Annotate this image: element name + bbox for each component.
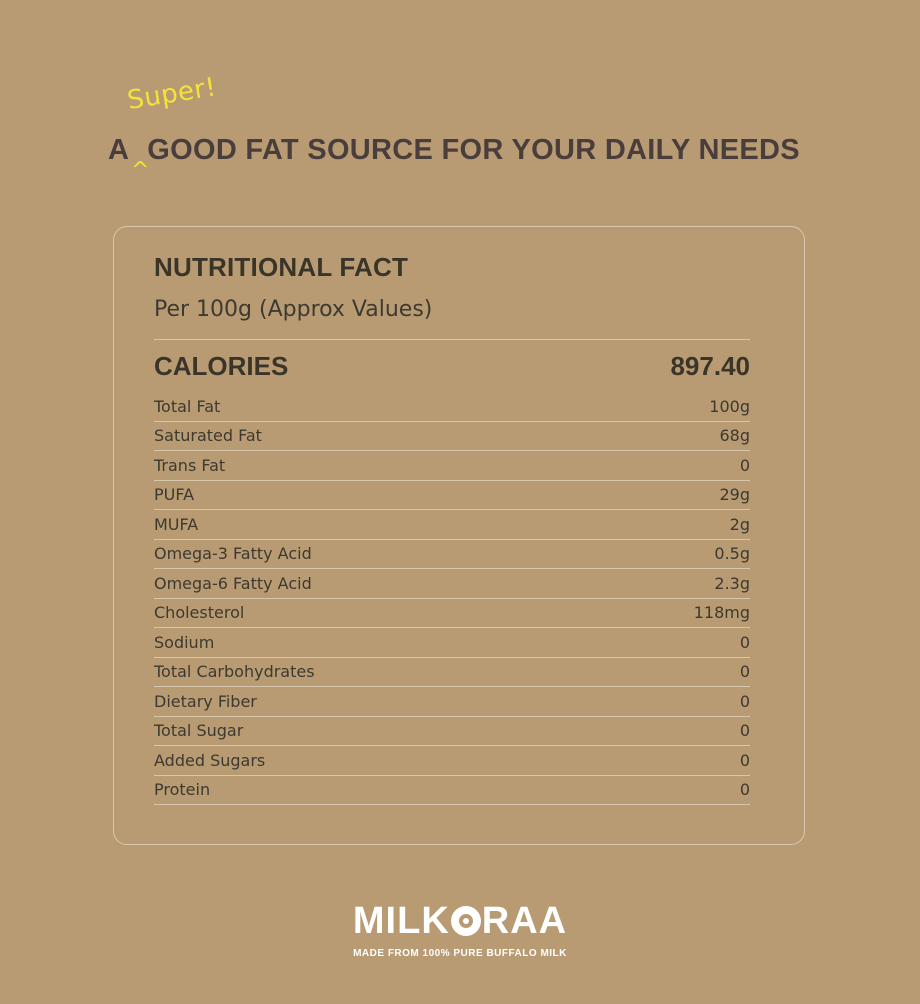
nutrient-value: 0 bbox=[739, 721, 750, 741]
nutrient-row bbox=[154, 717, 750, 747]
nutrient-label: Total Fat bbox=[154, 396, 221, 416]
nutrient-value: 0 bbox=[739, 750, 750, 770]
nutrient-list bbox=[154, 392, 750, 805]
headline-section bbox=[0, 72, 920, 188]
nutrient-label: Omega-3 Fatty Acid bbox=[154, 544, 312, 564]
nutrient-row bbox=[154, 540, 750, 570]
nutrient-row bbox=[154, 569, 750, 599]
super-annotation: Super! bbox=[125, 72, 219, 116]
nutrient-row bbox=[154, 776, 750, 806]
nutrient-label: Omega-6 Fatty Acid bbox=[154, 573, 312, 593]
nutrient-label: MUFA bbox=[154, 514, 199, 534]
nutrient-label: Dietary Fiber bbox=[154, 691, 257, 711]
nutrient-value: 68g bbox=[719, 426, 750, 446]
nutrient-row bbox=[154, 628, 750, 658]
nutrition-card bbox=[113, 226, 805, 845]
nutrient-value: 0 bbox=[739, 632, 750, 652]
nutrient-label: Total Sugar bbox=[154, 721, 244, 741]
nutrient-label: Cholesterol bbox=[154, 603, 245, 623]
nutrient-label: Saturated Fat bbox=[154, 426, 262, 446]
nutrient-label: Total Carbohydrates bbox=[154, 662, 315, 682]
nutrient-value: 2g bbox=[729, 514, 750, 534]
brand-tagline: MADE FROM 100% PURE BUFFALO MILK bbox=[353, 948, 567, 959]
nutrient-row bbox=[154, 422, 750, 452]
nutrient-row bbox=[154, 687, 750, 717]
nutrient-value: 0 bbox=[739, 662, 750, 682]
nutrient-row bbox=[154, 451, 750, 481]
nutrient-row bbox=[154, 481, 750, 511]
brand-footer bbox=[0, 896, 920, 959]
nutrient-value: 0 bbox=[739, 691, 750, 711]
nutrient-label: Trans Fat bbox=[154, 455, 226, 475]
caret-mark: ^ bbox=[131, 158, 150, 183]
nutrient-value: 100g bbox=[709, 396, 750, 416]
nutrient-label: PUFA bbox=[154, 485, 195, 505]
nutrient-value: 118mg bbox=[693, 603, 750, 623]
nutrient-label: Protein bbox=[154, 780, 211, 800]
calories-value: 897.40 bbox=[670, 350, 750, 381]
headline-prefix: A bbox=[108, 134, 130, 166]
page-headline bbox=[108, 134, 800, 167]
headline-text: GOOD FAT SOURCE FOR YOUR DAILY NEEDS bbox=[147, 134, 800, 166]
brand-logo bbox=[353, 896, 567, 946]
nutrition-card-content bbox=[154, 249, 750, 805]
nutrient-label: Sodium bbox=[154, 632, 215, 652]
nutrient-label: Added Sugars bbox=[154, 750, 266, 770]
nutrient-row bbox=[154, 599, 750, 629]
nutrition-subtitle: Per 100g (Approx Values) bbox=[154, 297, 433, 322]
nutrient-row bbox=[154, 658, 750, 688]
nutrient-row bbox=[154, 392, 750, 422]
nutrient-value: 0 bbox=[739, 455, 750, 475]
nutrient-row bbox=[154, 746, 750, 776]
brand-name-part-1: MILK bbox=[352, 899, 450, 942]
nutrient-value: 2.3g bbox=[714, 573, 750, 593]
calories-label: CALORIES bbox=[154, 350, 289, 381]
nutrient-value: 0 bbox=[739, 780, 750, 800]
milkoraa-drop-o-icon bbox=[451, 906, 481, 936]
nutrition-title: NUTRITIONAL FACT bbox=[154, 252, 409, 282]
nutrient-row bbox=[154, 510, 750, 540]
nutrient-value: 0.5g bbox=[714, 544, 750, 564]
nutrient-value: 29g bbox=[719, 485, 750, 505]
brand-name-part-2: RAA bbox=[481, 899, 568, 942]
calories-row bbox=[154, 340, 750, 392]
